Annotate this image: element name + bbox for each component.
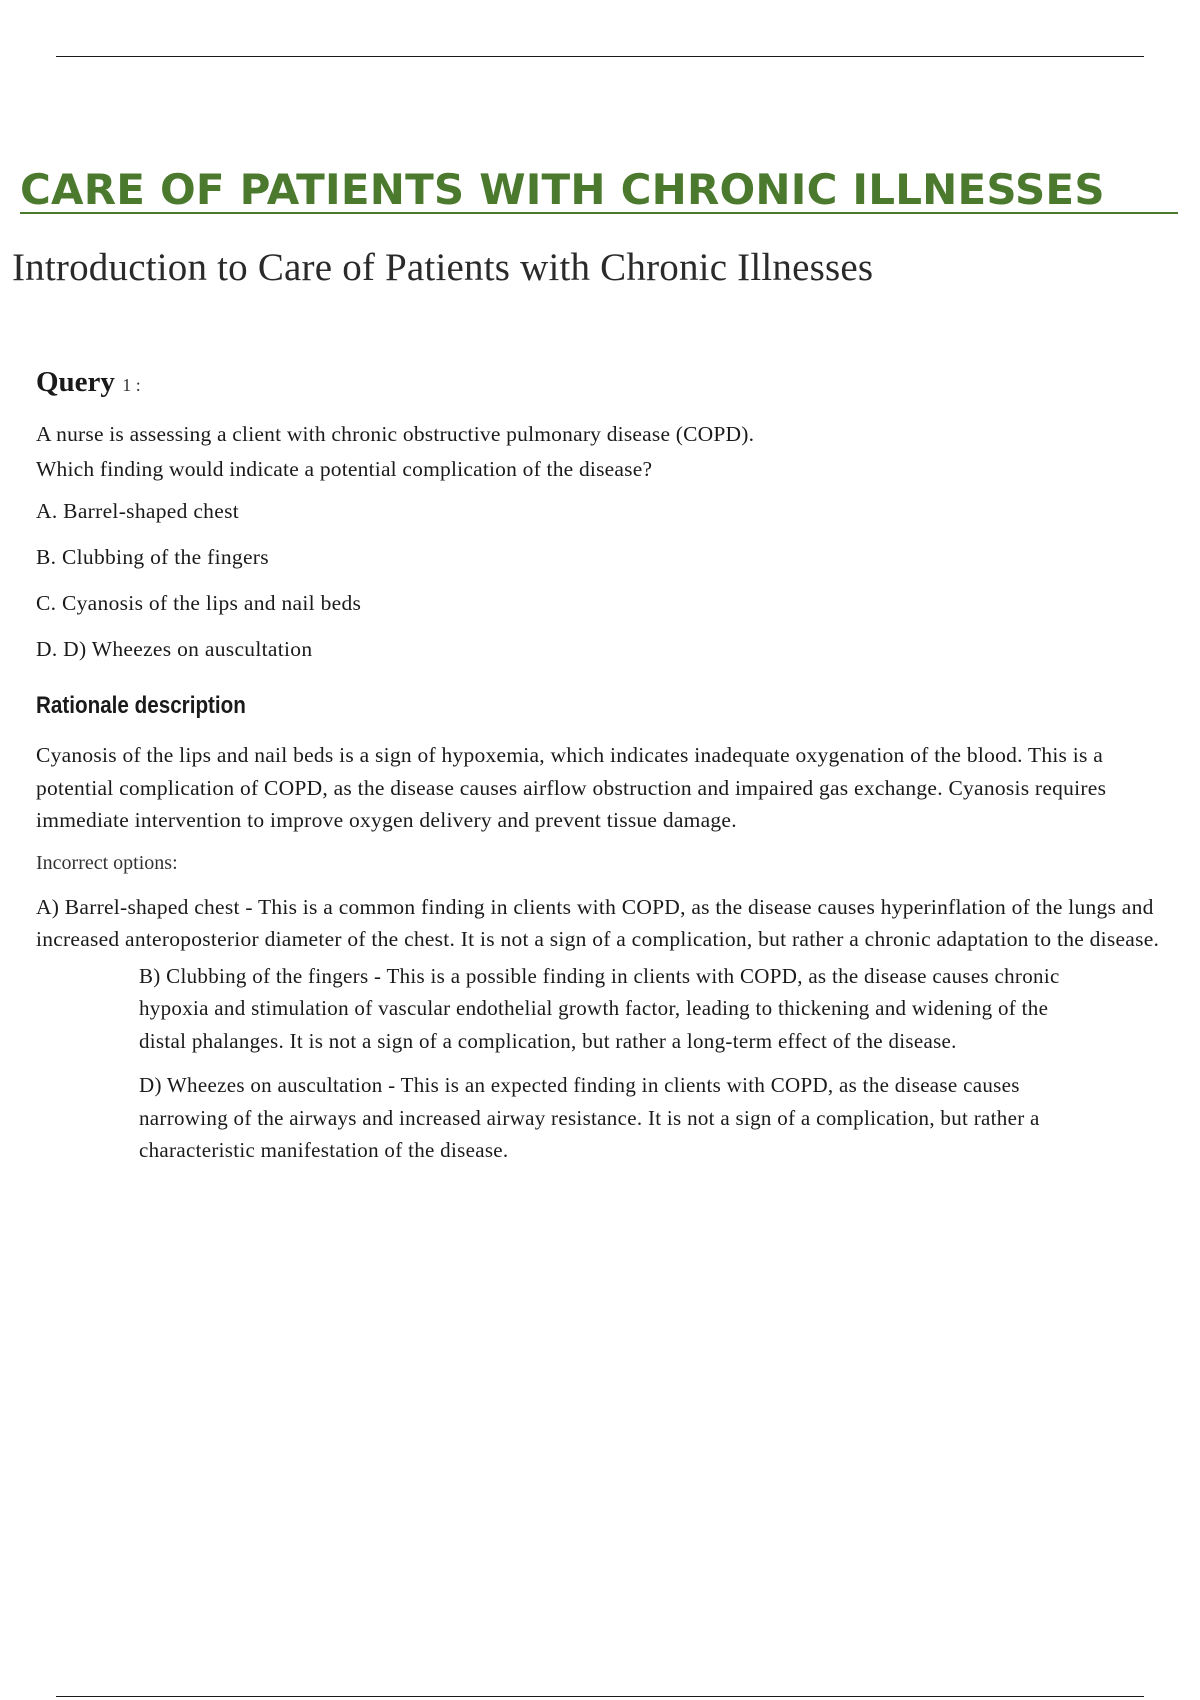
option-b: B. Clubbing of the fingers — [36, 545, 269, 569]
question-line-1: A nurse is assessing a client with chronic obstructive pulmonary disease (COPD). — [36, 422, 755, 446]
top-rule — [56, 56, 1144, 57]
incorrect-option-b: B) Clubbing of the fingers - This is a possible finding in clients with COPD, as the disease causes chronic hypoxia and stimulation of vascular endothelial growth factor, leading to thickening and widening of the distal phalanges. It is not a sign of a complication, but rather a long-term effect of the disease. — [139, 963, 1060, 1053]
question-text — [36, 417, 1166, 487]
query-label: Query — [36, 366, 115, 398]
incorrect-options-label: Incorrect options: — [36, 851, 178, 874]
answer-options — [36, 497, 1166, 663]
incorrect-option-a: A) Barrel-shaped chest - This is a common finding in clients with COPD, as the disease causes hyperinflation of the lungs and increased anteroposterior diameter of the chest. It is not a sign of a complication, but rather a chronic adaptation to the disease. — [36, 894, 1160, 951]
main-title: CARE OF PATIENTS WITH CHRONIC ILLNESSES — [20, 165, 1105, 214]
option-c: C. Cyanosis of the lips and nail beds — [36, 591, 362, 615]
query-number: 1 : — [122, 375, 141, 395]
subtitle: Introduction to Care of Patients with Chronic Illnesses — [12, 246, 874, 289]
option-d: D. D) Wheezes on auscultation — [36, 637, 313, 661]
option-a: A. Barrel-shaped chest — [36, 499, 240, 523]
content-body — [36, 364, 1166, 1167]
title-underline — [20, 212, 1178, 214]
rationale-heading: Rationale description — [36, 692, 246, 719]
question-line-2: Which finding would indicate a potential complication of the disease? — [36, 457, 653, 481]
incorrect-option-d: D) Wheezes on auscultation - This is an expected finding in clients with COPD, as the disease causes narrowing of the airways and increased airway resistance. It is not a sign of a complication, but rather a characteristic manifestation of the disease. — [139, 1073, 1040, 1162]
rationale-body: Cyanosis of the lips and nail beds is a sign of hypoxemia, which indicates inadequate oxygenation of the blood. This is a potential complication of COPD, as the disease causes airflow obstruction and impaired gas exchange. Cyanosis requires immediate intervention to improve oxygen delivery and prevent tissue damage. — [36, 743, 1107, 832]
bottom-rule — [56, 1696, 1144, 1697]
query-heading — [36, 364, 1166, 403]
